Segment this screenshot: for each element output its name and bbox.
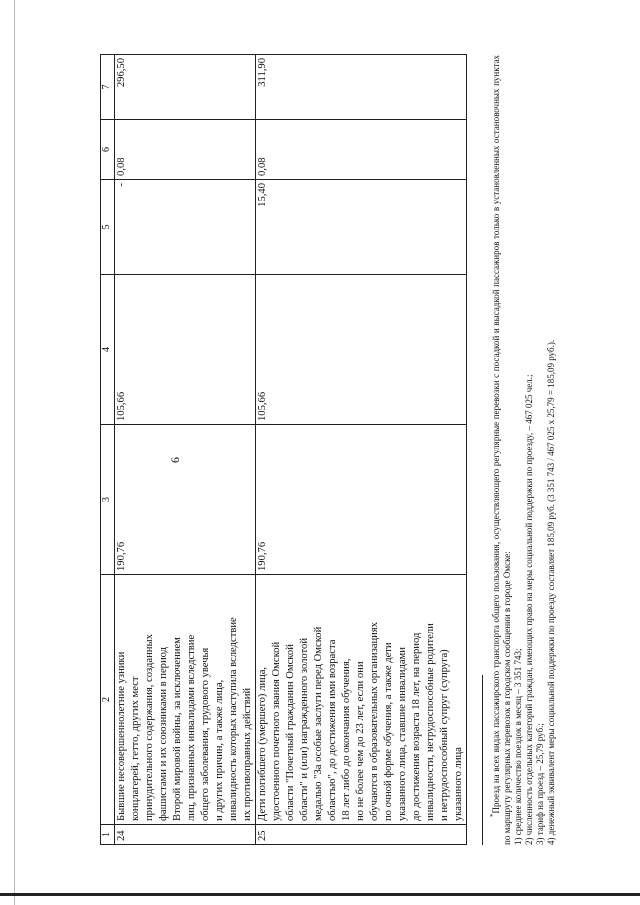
row-number: 24: [115, 825, 256, 845]
value-col-3: 190,76: [256, 425, 467, 575]
description-line: обучаются в образовательных организациях: [369, 622, 380, 821]
footnote-item: 4) денежный эквивалент меры социальной поддержки по проезду составляет 185,09 руб. (3 351 743 / 467 025 х 25,79 = 185,09 руб.).: [546, 339, 556, 845]
value-col-5: -: [115, 180, 256, 275]
description-line: Дети погибшего (умершего) лица,: [257, 666, 268, 821]
description-line: фашистами и их союзниками в период: [158, 646, 169, 821]
value-col-7: 311,90: [256, 55, 467, 120]
value-col-6: 0,08: [256, 120, 467, 180]
page-number: 6: [168, 457, 182, 463]
description-line: удостоенного почетного звания Омской: [271, 641, 282, 821]
description-line: указанного лица, ставшие инвалидами: [397, 647, 408, 821]
header-col-6: 6: [101, 120, 115, 180]
description-line: и нетрудоспособный супруг (супруга): [439, 649, 450, 821]
value-col-7: 296,50: [115, 55, 256, 120]
description-line: области" и (или) награжденного золотой: [299, 637, 310, 821]
header-col-4: 4: [101, 275, 115, 425]
row-number: 25: [256, 825, 467, 845]
header-col-1: 1: [101, 825, 115, 845]
description-line: по очной форме обучения, а также дети: [383, 642, 394, 821]
description-line: принудительного содержания, созданных: [144, 634, 155, 821]
footnote-item: 1) среднее количество поездок в месяц – 3 351 743;: [513, 648, 523, 845]
table-row: [256, 55, 467, 845]
category-description: [256, 575, 467, 825]
category-description: [115, 575, 256, 825]
table-header-row: [101, 55, 115, 845]
description-line: указанного лица: [453, 747, 464, 821]
value-col-5: 15,40: [256, 180, 467, 275]
description-line: областью", до достижения ими возраста: [327, 639, 338, 821]
description-line: области "Почетный гражданин Омской: [285, 644, 296, 821]
footnote-marker: *: [489, 813, 497, 817]
description-line: концлагерей, гетто, других мест: [130, 676, 141, 821]
footnote: [488, 55, 557, 845]
footnote-lead-text: Проезд на всех видах пассажирского транспорта общего пользования, осуществляющего регулярные перевозки с посадкой и высадкой пассажиров только в установленных остановочных пунктах по маршруту регулярных перевозок в городском сообщении в городе Омске:: [491, 55, 512, 845]
table-row: [115, 55, 256, 845]
description-line: но не более чем до 23 лет, если они: [355, 661, 366, 821]
header-col-3: 3: [101, 425, 115, 575]
benefits-table: [100, 54, 467, 845]
description-line: и других причин, а также лица,: [214, 679, 225, 821]
value-col-4: 105,66: [115, 275, 256, 425]
header-col-5: 5: [101, 180, 115, 275]
description-line: инвалидности, нетрудоспособные родители: [425, 623, 436, 821]
description-line: Бывшие несовершеннолетние узники: [116, 651, 127, 821]
footnote-item: 2) численность отдельных категорий граждан, имеющих право на меры социальной поддержки по проезду, – 467 025 чел.;: [524, 374, 534, 845]
description-line: их противоправных действий: [242, 687, 253, 821]
header-col-7: 7: [101, 55, 115, 120]
value-col-6: 0,08: [115, 120, 256, 180]
description-line: инвалидность которых наступила вследствие: [228, 617, 239, 821]
description-line: Второй мировой войны, за исключением: [172, 637, 183, 821]
value-col-4: 105,66: [256, 275, 467, 425]
footnote-rule: [482, 675, 483, 845]
footnote-lead: [488, 55, 513, 845]
description-line: лиц, признанных инвалидами вследствие: [186, 634, 197, 821]
description-line: общего заболевания, трудового увечья: [200, 647, 211, 821]
description-line: 18 лет либо до окончания обучения,: [341, 658, 352, 821]
header-col-2: 2: [101, 575, 115, 825]
description-line: до достижения возраста 18 лет, на период: [411, 632, 422, 821]
value-col-3: 190,76: [115, 425, 256, 575]
footnote-item: 3) тариф на проезд – 25,79 руб.;: [535, 723, 545, 845]
description-line: медалью "За особые заслуги перед Омской: [313, 626, 324, 821]
